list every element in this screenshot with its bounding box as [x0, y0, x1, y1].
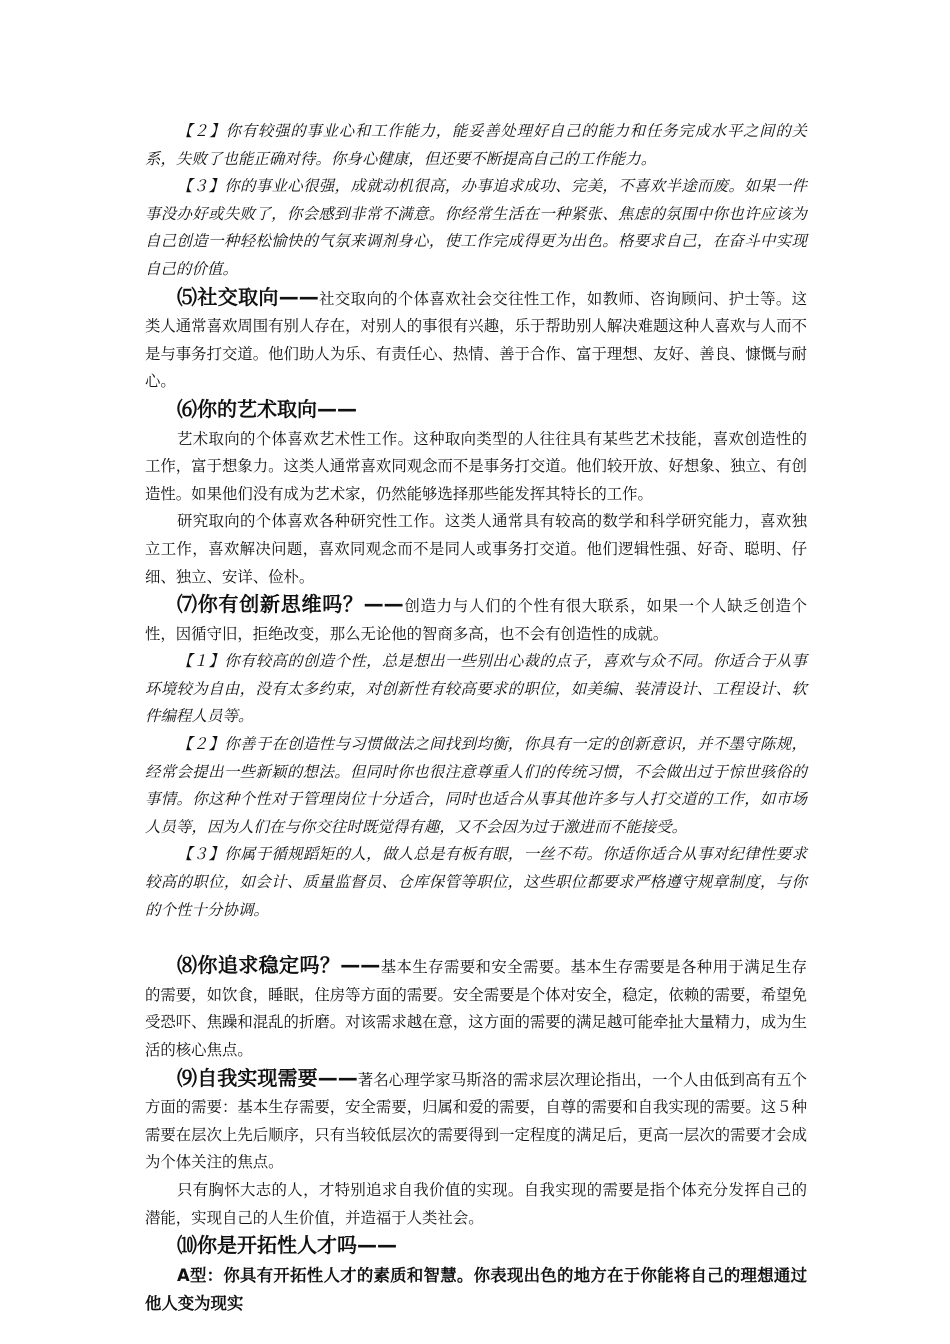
section-9-text: 著名心理学家马斯洛的需求层次理论指出，一个人由低到高有五个方面的需要：基本生存需要，安全需要，归属和爱的需要，自尊的需要和自我实现的需要。这５种需要在层次上先后顺序，只有当较低层次的需要得到一定程度的满足后，更高一层次的需要才会成为个体关注的焦点。 [145, 1070, 807, 1172]
section-10 [145, 1232, 807, 1262]
section-7 [145, 591, 807, 648]
section-5 [145, 284, 807, 396]
section-7-text: 创造力与人们的个性有很大联系，如果一个人缺乏创造个性，因循守旧，拒绝改变，那么无论他的智商多高，也不会有创造性的成就。 [145, 597, 807, 643]
answer-2-paragraph: 【２】你有较强的事业心和工作能力，能妥善处理好自己的能力和任务完成水平之间的关系，失败了也能正确对待。你身心健康，但还要不断提高自己的工作能力。 [145, 122, 807, 168]
answer-3-paragraph: 【３】你的事业心很强，成就动机很高，办事追求成功、完美，不喜欢半途而废。如果一件事没办好或失败了，你会感到非常不满意。你经常生活在一种紧张、焦虑的氛围中你也许应该为自己创造一种轻松愉快的气氛来调剂身心，使工作完成得更为出色。格要求自己，在奋斗中实现自己的价值。 [145, 177, 807, 278]
section-9-heading: ⑼自我实现需要—— [177, 1065, 358, 1090]
section-10-type-a: A型：你具有开拓性人才的素质和智慧。你表现出色的地方在于你能将自己的理想通过他人变为现实 [145, 1265, 807, 1313]
section-7-heading: ⑺你有创新思维吗？—— [177, 592, 404, 617]
section-6-paragraph-1: 艺术取向的个体喜欢艺术性工作。这种取向类型的人往往具有某些艺术技能，喜欢创造性的工作，富于想象力。这类人通常喜欢同观念而不是事务打交道。他们较开放、好想象、独立、有创造性。如果他们没有成为艺术家，仍然能够选择那些能发挥其特长的工作。 [145, 429, 807, 503]
section-8-heading: ⑻你追求稳定吗？—— [177, 953, 381, 978]
section-8-text: 基本生存需要和安全需要。基本生存需要是各种用于满足生存的需要，如饮食，睡眠，住房等方面的需要。安全需要是个体对安全，稳定，依赖的需要，希望免受恐吓、焦躁和混乱的折磨。对该需求越在意，这方面的需要的满足越可能牵扯大量精力，成为生活的核心焦点。 [145, 958, 807, 1059]
section-6-heading: ⑹你的艺术取向—— [177, 396, 357, 421]
section-8 [145, 952, 807, 1064]
section-5-heading: ⑸社交取向—— [177, 284, 319, 309]
section-7-answer-2: 【２】你善于在创造性与习惯做法之间找到均衡，你具有一定的创新意识，并不墨守陈规，经常会提出一些新颖的想法。但同时你也很注意尊重人们的传统习惯，不会做出过于惊世骇俗的事情。你这种个性对于管理岗位十分适合，同时也适合从事其他许多与人打交道的工作，如市场人员等，因为人们在与你交往时既觉得有趣，又不会因为过于激进而不能接受。 [145, 735, 807, 836]
section-9-paragraph-2: 只有胸怀大志的人，才特别追求自我价值的实现。自我实现的需要是指个体充分发挥自己的潜能，实现自己的人生价值，并造福于人类社会。 [145, 1180, 807, 1227]
section-6-paragraph-2: 研究取向的个体喜欢各种研究性工作。这类人通常具有较高的数学和科学研究能力，喜欢独立工作，喜欢解决问题，喜欢同观念而不是同人或事务打交道。他们逻辑性强、好奇、聪明、仔细、独立、安详、俭朴。 [145, 512, 807, 586]
section-10-heading: ⑽你是开拓性人才吗—— [177, 1233, 397, 1258]
document-page [145, 118, 807, 1318]
section-7-answer-3: 【３】你属于循规蹈矩的人，做人总是有板有眼，一丝不苟。你适你适合从事对纪律性要求较高的职位，如会计、质量监督员、仓库保管等职位，这些职位都要求严格遵守规章制度，与你的个性十分协调。 [145, 845, 807, 919]
blank-line [145, 924, 807, 952]
section-9 [145, 1065, 807, 1177]
section-6 [145, 396, 807, 426]
section-7-answer-1: 【１】你有较高的创造个性，总是想出一些别出心裁的点子，喜欢与众不同。你适合于从事环境较为自由，没有太多约束，对创新性有较高要求的职位，如美编、装清设计、工程设计、软件编程人员等。 [145, 652, 807, 726]
section-5-text: 社交取向的个体喜欢社会交往性工作，如教师、咨询顾问、护士等。这类人通常喜欢周围有别人存在，对别人的事很有兴趣，乐于帮助别人解决难题这种人喜欢与人而不是与事务打交道。他们助人为乐、有责任心、热情、善于合作、富于理想、友好、善良、慷慨与耐心。 [145, 289, 807, 391]
